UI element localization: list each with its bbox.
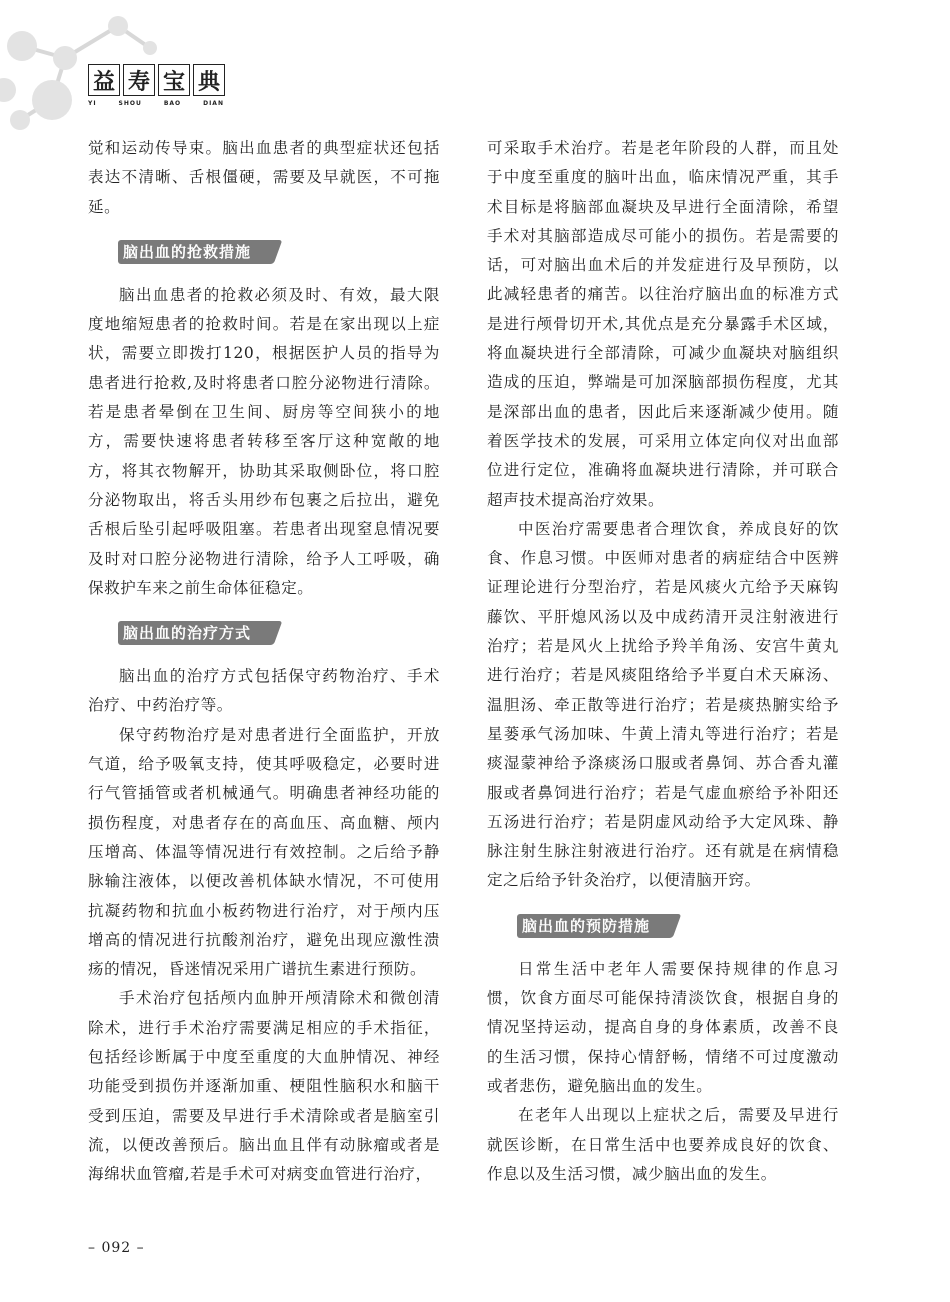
paragraph: 中医治疗需要患者合理饮食，养成良好的饮食、作息习惯。中医师对患者的病症结合中医辨证理论进行分型治疗，若是风痰火亢给予天麻钩藤饮、平肝熄风汤以及中成药清开灵注射液进行治疗；若是风火上扰给予羚羊角汤、安宫牛黄丸进行治疗；若是风痰阻络给予半夏白术天麻汤、温胆汤、牵正散等进行治疗；若是痰热腑实给予星蒌承气汤加味、牛黄上清丸等进行治疗；若是痰湿蒙神给予涤痰汤口服或者鼻饲、苏合香丸灌服或者鼻饲进行治疗；若是气虚血瘀给予补阳还五汤进行治疗；若是阴虚风动给予大定风珠、静脉注射生脉注射液进行治疗。还有就是在病情稳定之后给予针灸治疗，以便清脑开窍。 — [487, 519, 839, 890]
logo-pinyin — [88, 100, 224, 107]
section-heading-prevention: 脑出血的预防措施 — [517, 914, 668, 938]
section-heading-treatment: 脑出血的治疗方式 — [118, 621, 269, 645]
logo-title — [88, 64, 225, 96]
paragraph: 可采取手术治疗。若是老年阶段的人群，而且处于中度至重度的脑叶出血，临床情况严重，其手术目标是将脑部血凝块及早进行全面清除，希望手术对其脑部造成尽可能小的损伤。若是需要的话，可对脑出血术后的并发症进行及早预防，以此减轻患者的痛苦。以往治疗脑出血的标准方式是进行颅骨切开术,其优点是充分暴露手术区域，将血凝块进行全部清除，可减少血凝块对脑组织造成的压迫，弊端是可加深脑部损伤程度，尤其是深部出血的患者，因此后来逐渐减少使用。随着医学技术的发展，可采用立体定向仪对出血部位进行定位，准确将血凝块进行清除，并可联合超声技术提高治疗效果。 — [487, 139, 839, 509]
pinyin-syllable: BAO — [163, 100, 182, 107]
paragraph: 脑出血的治疗方式包括保守药物治疗、手术治疗、中药治疗等。 — [88, 667, 440, 715]
series-logo — [88, 64, 225, 107]
paragraph: 觉和运动传导束。脑出血患者的典型症状还包括表达不清晰、舌根僵硬，需要及早就医，不可拖延。 — [88, 139, 440, 216]
pinyin-syllable: YI — [88, 100, 97, 107]
section-heading-rescue: 脑出血的抢救措施 — [118, 240, 269, 264]
paragraph: 日常生活中老年人需要保持规律的作息习惯，饮食方面尽可能保持清淡饮食，根据自身的情况坚持运动，提高自身的身体素质，改善不良的生活习惯，保持心情舒畅，情绪不可过度激动或者悲伤，避免脑出血的发生。 — [487, 959, 839, 1095]
paragraph: 保守药物治疗是对患者进行全面监护，开放气道，给予吸氧支持，使其呼吸稳定，必要时进行气管插管或者机械通气。明确患者神经功能的损伤程度，对患者存在的高血压、高血糖、颅内压增高、体温等情况进行有效控制。之后给予静脉输注液体，以便改善机体缺水情况，不可使用抗凝药物和抗血小板药物进行治疗，对于颅内压增高的情况进行抗酸剂治疗，避免出现应激性溃疡的情况，昏迷情况采用广谱抗生素进行预防。 — [88, 725, 440, 979]
paragraph: 在老年人出现以上症状之后，需要及早进行就医诊断，在日常生活中也要养成良好的饮食、作息以及生活习惯，减少脑出血的发生。 — [487, 1106, 839, 1183]
logo-char: 寿 — [123, 64, 155, 96]
pinyin-syllable: SHOU — [118, 100, 142, 107]
left-column — [88, 134, 440, 1190]
logo-char: 宝 — [158, 64, 190, 96]
logo-char: 益 — [88, 64, 120, 96]
paragraph: 手术治疗包括颅内血肿开颅清除术和微创清除术，进行手术治疗需要满足相应的手术指征，包括经诊断属于中度至重度的大血肿情况、神经功能受到损伤并逐渐加重、梗阻性脑积水和脑干受到压迫，需要及早进行手术清除或者是脑室引流，以便改善预后。脑出血且伴有动脉瘤或者是海绵状血管瘤,若是手术可对病变血管进行治疗， — [88, 989, 440, 1184]
right-column — [487, 134, 839, 1189]
page-number: – 092 – — [88, 1240, 145, 1256]
logo-char: 典 — [193, 64, 225, 96]
paragraph: 脑出血患者的抢救必须及时、有效，最大限度地缩短患者的抢救时间。若是在家出现以上症状，需要立即拨打120，根据医护人员的指导为患者进行抢救,及时将患者口腔分泌物进行清除。若是患者晕倒在卫生间、厨房等空间狭小的地方，需要快速将患者转移至客厅这种宽敞的地方，将其衣物解开，协助其采取侧卧位，将口腔分泌物取出，将舌头用纱布包裹之后拉出，避免舌根后坠引起呼吸阻塞。若患者出现窒息情况要及时对口腔分泌物进行清除，给予人工呼吸，确保救护车来之前生命体征稳定。 — [88, 285, 440, 597]
pinyin-syllable: DIAN — [203, 100, 224, 107]
